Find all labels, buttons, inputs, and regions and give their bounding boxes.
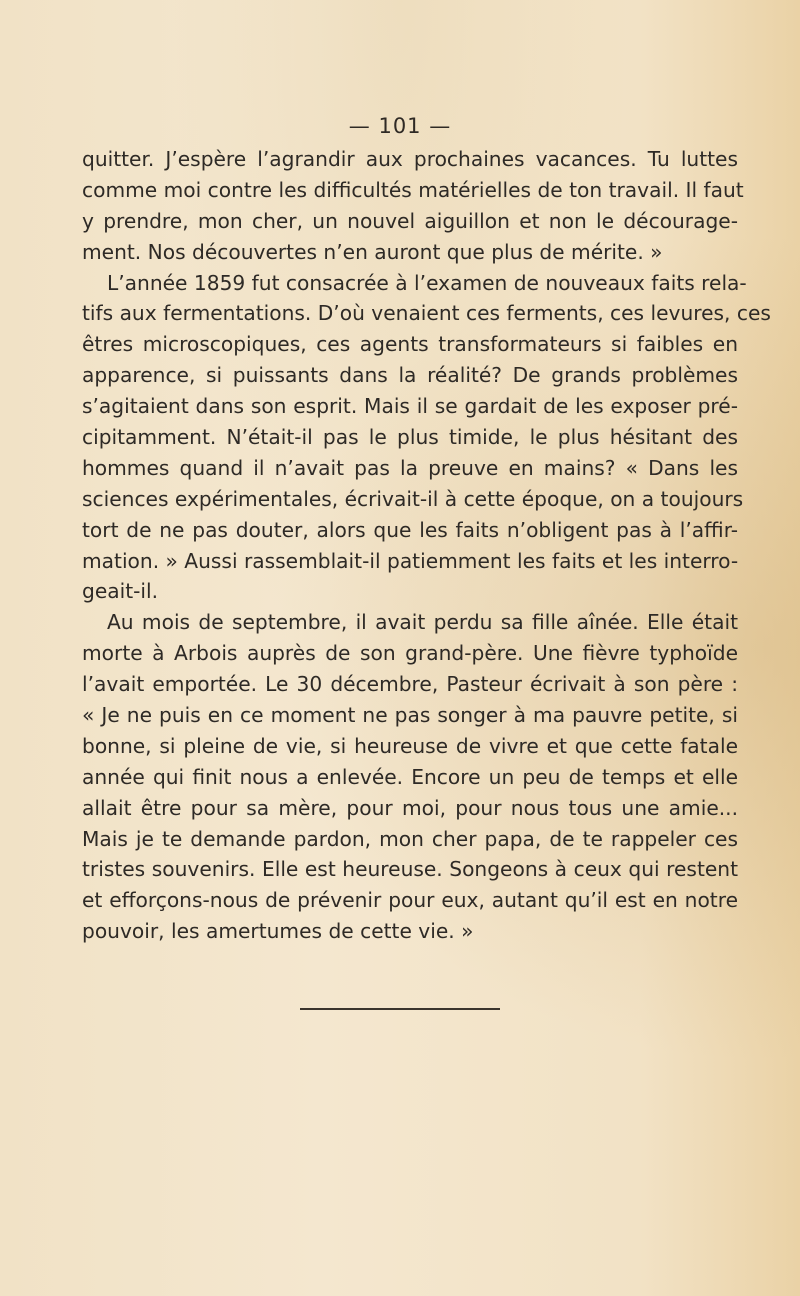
text-line: bonne, si pleine de vie, si heureuse de vivre et que cette fatale <box>82 733 738 758</box>
text-line: pouvoir, les amertumes de cette vie. » <box>82 919 474 944</box>
text-line: êtres microscopiques, ces agents transformateurs si faibles en <box>82 332 738 357</box>
text-line: année qui finit nous a enlevée. Encore un peu de temps et elle <box>82 764 738 789</box>
text-line: allait être pour sa mère, pour moi, pour nous tous une amie... <box>82 795 738 820</box>
text-line: Mais je te demande pardon, mon cher papa, de te rappeler ces <box>82 826 738 851</box>
text-line: Au mois de septembre, il avait perdu sa fille aînée. Elle était <box>107 610 738 635</box>
text-line: hommes quand il n’avait pas la preuve en mains? « Dans les <box>82 455 738 480</box>
text-line: cipitamment. N’était-il pas le plus timide, le plus hésitant des <box>82 425 738 450</box>
text-line: tort de ne pas douter, alors que les faits n’obligent pas à l’affir- <box>82 517 738 542</box>
page-number: — 101 — <box>348 114 452 138</box>
text-line: quitter. J’espère l’agrandir aux prochaines vacances. Tu luttes <box>82 147 738 171</box>
text-line: tifs aux fermentations. D’où venaient ces ferments, ces levures, ces <box>82 301 771 326</box>
body-text <box>82 144 771 947</box>
text-line: mation. » Aussi rassemblait-il patiemment les faits et les interro- <box>82 548 739 573</box>
text-line: l’avait emportée. Le 30 décembre, Pasteur écrivait à son père : <box>82 672 738 697</box>
text-line: s’agitaient dans son esprit. Mais il se gardait de les exposer pré- <box>82 394 738 419</box>
text-line: « Je ne puis en ce moment ne pas songer à ma pauvre petite, si <box>82 703 738 728</box>
text-line: morte à Arbois auprès de son grand-père. Une fièvre typhoïde <box>82 641 738 666</box>
text-line: geait-il. <box>82 579 159 604</box>
text-line: y prendre, mon cher, un nouvel aiguillon et non le décourage- <box>82 208 738 233</box>
section-separator-rule <box>300 1008 500 1010</box>
text-line: L’année 1859 fut consacrée à l’examen de nouveaux faits rela- <box>107 270 747 295</box>
text-line: sciences expérimentales, écrivait-il à cette époque, on a toujours <box>82 486 744 511</box>
text-line: comme moi contre les difficultés matérielles de ton travail. Il faut <box>82 177 744 202</box>
text-line: tristes souvenirs. Elle est heureuse. Songeons à ceux qui restent <box>82 857 738 882</box>
text-line: apparence, si puissants dans la réalité? De grands problèmes <box>82 363 738 388</box>
text-line: et efforçons-nous de prévenir pour eux, autant qu’il est en notre <box>82 888 738 913</box>
text-line: ment. Nos découvertes n’en auront que plus de mérite. » <box>82 239 663 264</box>
